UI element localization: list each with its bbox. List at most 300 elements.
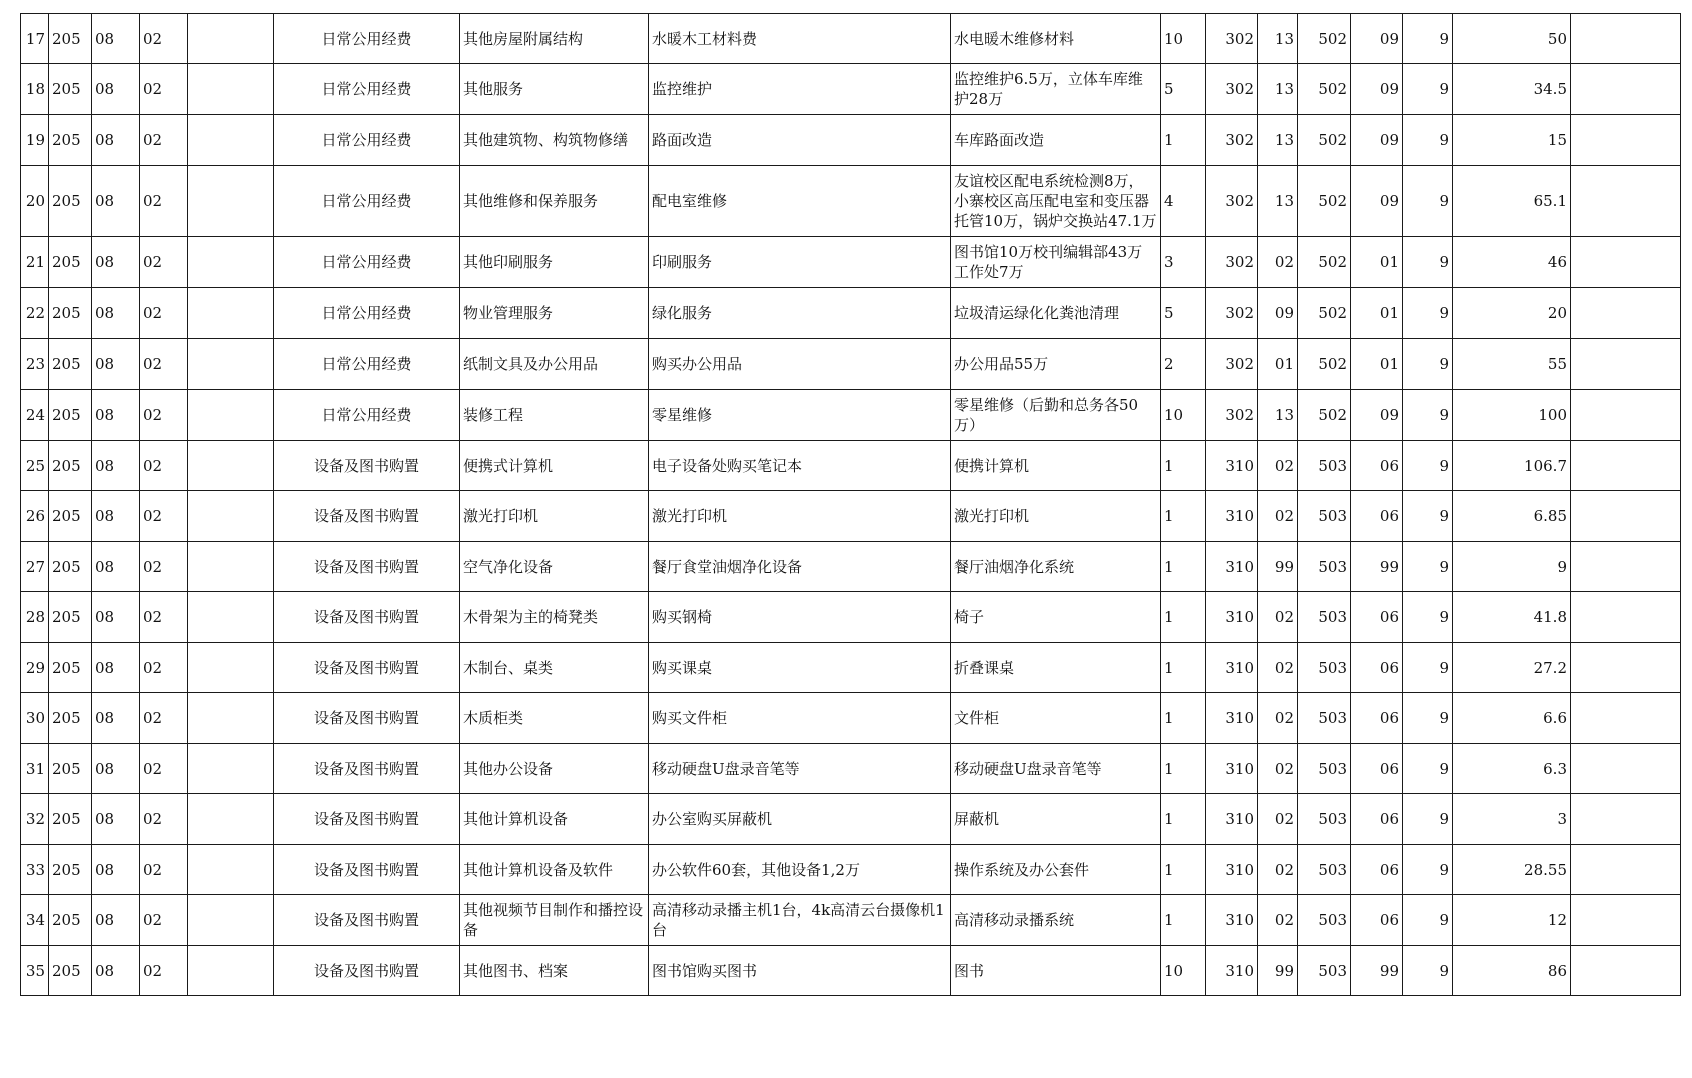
class-code-cell: 205: [49, 491, 92, 542]
section-code-cell: 08: [92, 643, 140, 693]
func-class-code-cell: 503: [1298, 895, 1351, 946]
amount-cell: 15: [1453, 115, 1571, 166]
fund-source-cell: 9: [1403, 115, 1453, 166]
procurement-item-cell: 装修工程: [460, 390, 649, 441]
row-number-cell: 20: [21, 166, 49, 237]
func-class-code-cell: 502: [1298, 339, 1351, 390]
table-body: [21, 14, 1681, 996]
empty-cell: [188, 64, 274, 115]
detail-cell: 监控维护6.5万，立体车库维护28万: [951, 64, 1161, 115]
func-item-code-cell: 01: [1351, 288, 1403, 339]
econ-item-code-cell: 02: [1258, 744, 1298, 794]
amount-cell: 46: [1453, 237, 1571, 288]
remark-cell: [1571, 895, 1681, 946]
category-cell: 设备及图书购置: [274, 744, 460, 794]
func-class-code-cell: 502: [1298, 237, 1351, 288]
category-cell: 设备及图书购置: [274, 441, 460, 491]
func-class-code-cell: 502: [1298, 288, 1351, 339]
remark-cell: [1571, 339, 1681, 390]
category-cell: 设备及图书购置: [274, 592, 460, 643]
row-number-cell: 22: [21, 288, 49, 339]
category-cell: 日常公用经费: [274, 14, 460, 64]
econ-class-code-cell: 310: [1206, 946, 1258, 996]
econ-item-code-cell: 02: [1258, 441, 1298, 491]
table-row: [21, 339, 1681, 390]
econ-class-code-cell: 302: [1206, 339, 1258, 390]
remark-cell: [1571, 491, 1681, 542]
func-class-code-cell: 503: [1298, 491, 1351, 542]
section-code-cell: 08: [92, 14, 140, 64]
project-name-cell: 办公室购买屏蔽机: [649, 794, 951, 845]
row-number-cell: 24: [21, 390, 49, 441]
func-item-code-cell: 06: [1351, 491, 1403, 542]
row-number-cell: 18: [21, 64, 49, 115]
category-cell: 日常公用经费: [274, 115, 460, 166]
row-number-cell: 29: [21, 643, 49, 693]
class-code-cell: 205: [49, 845, 92, 895]
class-code-cell: 205: [49, 744, 92, 794]
procurement-item-cell: 其他办公设备: [460, 744, 649, 794]
detail-cell: 图书馆10万校刊编辑部43万工作处7万: [951, 237, 1161, 288]
fund-source-cell: 9: [1403, 441, 1453, 491]
econ-class-code-cell: 302: [1206, 14, 1258, 64]
project-name-cell: 路面改造: [649, 115, 951, 166]
func-class-code-cell: 503: [1298, 744, 1351, 794]
empty-cell: [188, 339, 274, 390]
detail-cell: 操作系统及办公套件: [951, 845, 1161, 895]
fund-source-cell: 9: [1403, 491, 1453, 542]
item-code-cell: 02: [140, 895, 188, 946]
empty-cell: [188, 895, 274, 946]
table-row: [21, 794, 1681, 845]
table-row: [21, 643, 1681, 693]
category-cell: 设备及图书购置: [274, 895, 460, 946]
remark-cell: [1571, 845, 1681, 895]
table-row: [21, 744, 1681, 794]
procurement-item-cell: 其他房屋附属结构: [460, 14, 649, 64]
econ-class-code-cell: 302: [1206, 288, 1258, 339]
econ-class-code-cell: 310: [1206, 592, 1258, 643]
item-code-cell: 02: [140, 288, 188, 339]
func-item-code-cell: 09: [1351, 166, 1403, 237]
item-code-cell: 02: [140, 542, 188, 592]
category-cell: 设备及图书购置: [274, 643, 460, 693]
item-code-cell: 02: [140, 845, 188, 895]
quantity-cell: 10: [1161, 946, 1206, 996]
table-row: [21, 491, 1681, 542]
class-code-cell: 205: [49, 895, 92, 946]
econ-item-code-cell: 02: [1258, 491, 1298, 542]
func-class-code-cell: 503: [1298, 693, 1351, 744]
econ-item-code-cell: 13: [1258, 115, 1298, 166]
row-number-cell: 32: [21, 794, 49, 845]
row-number-cell: 33: [21, 845, 49, 895]
econ-item-code-cell: 02: [1258, 643, 1298, 693]
amount-cell: 27.2: [1453, 643, 1571, 693]
quantity-cell: 1: [1161, 115, 1206, 166]
func-class-code-cell: 502: [1298, 64, 1351, 115]
econ-class-code-cell: 302: [1206, 64, 1258, 115]
fund-source-cell: 9: [1403, 794, 1453, 845]
quantity-cell: 1: [1161, 643, 1206, 693]
section-code-cell: 08: [92, 288, 140, 339]
table-row: [21, 946, 1681, 996]
empty-cell: [188, 542, 274, 592]
table-row: [21, 845, 1681, 895]
detail-cell: 办公用品55万: [951, 339, 1161, 390]
amount-cell: 6.85: [1453, 491, 1571, 542]
amount-cell: 86: [1453, 946, 1571, 996]
section-code-cell: 08: [92, 946, 140, 996]
class-code-cell: 205: [49, 542, 92, 592]
func-item-code-cell: 01: [1351, 237, 1403, 288]
class-code-cell: 205: [49, 592, 92, 643]
project-name-cell: 购买钢椅: [649, 592, 951, 643]
item-code-cell: 02: [140, 115, 188, 166]
item-code-cell: 02: [140, 744, 188, 794]
econ-item-code-cell: 02: [1258, 845, 1298, 895]
econ-item-code-cell: 02: [1258, 592, 1298, 643]
econ-class-code-cell: 310: [1206, 895, 1258, 946]
row-number-cell: 25: [21, 441, 49, 491]
amount-cell: 55: [1453, 339, 1571, 390]
procurement-item-cell: 物业管理服务: [460, 288, 649, 339]
quantity-cell: 1: [1161, 441, 1206, 491]
project-name-cell: 电子设备处购买笔记本: [649, 441, 951, 491]
table-row: [21, 115, 1681, 166]
row-number-cell: 27: [21, 542, 49, 592]
section-code-cell: 08: [92, 339, 140, 390]
empty-cell: [188, 592, 274, 643]
item-code-cell: 02: [140, 592, 188, 643]
category-cell: 日常公用经费: [274, 166, 460, 237]
quantity-cell: 2: [1161, 339, 1206, 390]
func-item-code-cell: 99: [1351, 946, 1403, 996]
procurement-item-cell: 其他建筑物、构筑物修缮: [460, 115, 649, 166]
item-code-cell: 02: [140, 643, 188, 693]
table-row: [21, 895, 1681, 946]
table-row: [21, 166, 1681, 237]
func-item-code-cell: 06: [1351, 794, 1403, 845]
project-name-cell: 移动硬盘U盘录音笔等: [649, 744, 951, 794]
fund-source-cell: 9: [1403, 64, 1453, 115]
section-code-cell: 08: [92, 237, 140, 288]
table-row: [21, 592, 1681, 643]
fund-source-cell: 9: [1403, 166, 1453, 237]
procurement-item-cell: 其他计算机设备及软件: [460, 845, 649, 895]
fund-source-cell: 9: [1403, 339, 1453, 390]
category-cell: 日常公用经费: [274, 390, 460, 441]
amount-cell: 9: [1453, 542, 1571, 592]
quantity-cell: 10: [1161, 14, 1206, 64]
section-code-cell: 08: [92, 441, 140, 491]
procurement-item-cell: 激光打印机: [460, 491, 649, 542]
item-code-cell: 02: [140, 441, 188, 491]
remark-cell: [1571, 288, 1681, 339]
quantity-cell: 5: [1161, 64, 1206, 115]
class-code-cell: 205: [49, 115, 92, 166]
procurement-item-cell: 其他计算机设备: [460, 794, 649, 845]
class-code-cell: 205: [49, 794, 92, 845]
row-number-cell: 34: [21, 895, 49, 946]
fund-source-cell: 9: [1403, 592, 1453, 643]
amount-cell: 106.7: [1453, 441, 1571, 491]
empty-cell: [188, 693, 274, 744]
remark-cell: [1571, 14, 1681, 64]
class-code-cell: 205: [49, 390, 92, 441]
econ-item-code-cell: 02: [1258, 693, 1298, 744]
econ-item-code-cell: 02: [1258, 794, 1298, 845]
category-cell: 设备及图书购置: [274, 491, 460, 542]
econ-item-code-cell: 99: [1258, 542, 1298, 592]
class-code-cell: 205: [49, 946, 92, 996]
func-item-code-cell: 09: [1351, 115, 1403, 166]
table-row: [21, 390, 1681, 441]
class-code-cell: 205: [49, 693, 92, 744]
remark-cell: [1571, 64, 1681, 115]
remark-cell: [1571, 643, 1681, 693]
table-row: [21, 441, 1681, 491]
remark-cell: [1571, 744, 1681, 794]
project-name-cell: 办公软件60套，其他设备1,2万: [649, 845, 951, 895]
amount-cell: 100: [1453, 390, 1571, 441]
section-code-cell: 08: [92, 895, 140, 946]
fund-source-cell: 9: [1403, 237, 1453, 288]
remark-cell: [1571, 115, 1681, 166]
remark-cell: [1571, 542, 1681, 592]
fund-source-cell: 9: [1403, 288, 1453, 339]
quantity-cell: 1: [1161, 491, 1206, 542]
econ-class-code-cell: 310: [1206, 441, 1258, 491]
row-number-cell: 31: [21, 744, 49, 794]
quantity-cell: 1: [1161, 845, 1206, 895]
econ-item-code-cell: 13: [1258, 166, 1298, 237]
func-item-code-cell: 09: [1351, 14, 1403, 64]
procurement-item-cell: 空气净化设备: [460, 542, 649, 592]
table-row: [21, 64, 1681, 115]
remark-cell: [1571, 693, 1681, 744]
empty-cell: [188, 390, 274, 441]
econ-class-code-cell: 302: [1206, 115, 1258, 166]
fund-source-cell: 9: [1403, 643, 1453, 693]
procurement-item-cell: 其他服务: [460, 64, 649, 115]
section-code-cell: 08: [92, 592, 140, 643]
remark-cell: [1571, 794, 1681, 845]
amount-cell: 28.55: [1453, 845, 1571, 895]
detail-cell: 屏蔽机: [951, 794, 1161, 845]
empty-cell: [188, 166, 274, 237]
procurement-item-cell: 其他印刷服务: [460, 237, 649, 288]
table-row: [21, 237, 1681, 288]
func-class-code-cell: 502: [1298, 115, 1351, 166]
empty-cell: [188, 14, 274, 64]
procurement-item-cell: 其他图书、档案: [460, 946, 649, 996]
amount-cell: 41.8: [1453, 592, 1571, 643]
quantity-cell: 1: [1161, 794, 1206, 845]
econ-class-code-cell: 302: [1206, 390, 1258, 441]
empty-cell: [188, 946, 274, 996]
econ-class-code-cell: 302: [1206, 166, 1258, 237]
row-number-cell: 28: [21, 592, 49, 643]
item-code-cell: 02: [140, 946, 188, 996]
procurement-item-cell: 木骨架为主的椅凳类: [460, 592, 649, 643]
category-cell: 设备及图书购置: [274, 794, 460, 845]
quantity-cell: 1: [1161, 542, 1206, 592]
quantity-cell: 1: [1161, 592, 1206, 643]
item-code-cell: 02: [140, 14, 188, 64]
econ-item-code-cell: 02: [1258, 237, 1298, 288]
func-class-code-cell: 502: [1298, 390, 1351, 441]
func-item-code-cell: 09: [1351, 390, 1403, 441]
item-code-cell: 02: [140, 794, 188, 845]
func-item-code-cell: 06: [1351, 744, 1403, 794]
fund-source-cell: 9: [1403, 895, 1453, 946]
fund-source-cell: 9: [1403, 542, 1453, 592]
project-name-cell: 激光打印机: [649, 491, 951, 542]
func-item-code-cell: 06: [1351, 592, 1403, 643]
empty-cell: [188, 237, 274, 288]
econ-class-code-cell: 310: [1206, 794, 1258, 845]
project-name-cell: 绿化服务: [649, 288, 951, 339]
fund-source-cell: 9: [1403, 693, 1453, 744]
func-item-code-cell: 06: [1351, 643, 1403, 693]
func-class-code-cell: 502: [1298, 14, 1351, 64]
detail-cell: 垃圾清运绿化化粪池清理: [951, 288, 1161, 339]
fund-source-cell: 9: [1403, 744, 1453, 794]
econ-item-code-cell: 13: [1258, 14, 1298, 64]
procurement-item-cell: 其他维修和保养服务: [460, 166, 649, 237]
class-code-cell: 205: [49, 237, 92, 288]
category-cell: 日常公用经费: [274, 288, 460, 339]
func-class-code-cell: 503: [1298, 592, 1351, 643]
category-cell: 设备及图书购置: [274, 845, 460, 895]
row-number-cell: 26: [21, 491, 49, 542]
project-name-cell: 图书馆购买图书: [649, 946, 951, 996]
category-cell: 日常公用经费: [274, 237, 460, 288]
econ-class-code-cell: 310: [1206, 845, 1258, 895]
econ-class-code-cell: 302: [1206, 237, 1258, 288]
empty-cell: [188, 441, 274, 491]
func-item-code-cell: 06: [1351, 895, 1403, 946]
category-cell: 日常公用经费: [274, 339, 460, 390]
amount-cell: 50: [1453, 14, 1571, 64]
remark-cell: [1571, 592, 1681, 643]
procurement-item-cell: 纸制文具及办公用品: [460, 339, 649, 390]
budget-table: [20, 13, 1681, 996]
func-item-code-cell: 06: [1351, 693, 1403, 744]
section-code-cell: 08: [92, 166, 140, 237]
item-code-cell: 02: [140, 390, 188, 441]
class-code-cell: 205: [49, 441, 92, 491]
item-code-cell: 02: [140, 166, 188, 237]
project-name-cell: 高清移动录播主机1台，4k高清云台摄像机1台: [649, 895, 951, 946]
amount-cell: 34.5: [1453, 64, 1571, 115]
detail-cell: 零星维修（后勤和总务各50万）: [951, 390, 1161, 441]
econ-class-code-cell: 310: [1206, 744, 1258, 794]
empty-cell: [188, 845, 274, 895]
amount-cell: 6.6: [1453, 693, 1571, 744]
class-code-cell: 205: [49, 288, 92, 339]
procurement-item-cell: 便携式计算机: [460, 441, 649, 491]
quantity-cell: 3: [1161, 237, 1206, 288]
detail-cell: 椅子: [951, 592, 1161, 643]
class-code-cell: 205: [49, 14, 92, 64]
item-code-cell: 02: [140, 237, 188, 288]
detail-cell: 友谊校区配电系统检测8万，小寨校区高压配电室和变压器托管10万，锅炉交换站47.1万: [951, 166, 1161, 237]
econ-item-code-cell: 02: [1258, 895, 1298, 946]
section-code-cell: 08: [92, 491, 140, 542]
econ-class-code-cell: 310: [1206, 643, 1258, 693]
fund-source-cell: 9: [1403, 845, 1453, 895]
table-row: [21, 288, 1681, 339]
section-code-cell: 08: [92, 693, 140, 744]
func-class-code-cell: 502: [1298, 166, 1351, 237]
section-code-cell: 08: [92, 64, 140, 115]
detail-cell: 折叠课桌: [951, 643, 1161, 693]
section-code-cell: 08: [92, 115, 140, 166]
amount-cell: 12: [1453, 895, 1571, 946]
category-cell: 设备及图书购置: [274, 542, 460, 592]
remark-cell: [1571, 946, 1681, 996]
section-code-cell: 08: [92, 390, 140, 441]
fund-source-cell: 9: [1403, 14, 1453, 64]
procurement-item-cell: 木制台、桌类: [460, 643, 649, 693]
project-name-cell: 购买文件柜: [649, 693, 951, 744]
quantity-cell: 1: [1161, 895, 1206, 946]
func-class-code-cell: 503: [1298, 542, 1351, 592]
project-name-cell: 餐厅食堂油烟净化设备: [649, 542, 951, 592]
procurement-item-cell: 木质柜类: [460, 693, 649, 744]
row-number-cell: 30: [21, 693, 49, 744]
func-item-code-cell: 99: [1351, 542, 1403, 592]
item-code-cell: 02: [140, 339, 188, 390]
section-code-cell: 08: [92, 744, 140, 794]
detail-cell: 文件柜: [951, 693, 1161, 744]
func-item-code-cell: 06: [1351, 441, 1403, 491]
econ-item-code-cell: 13: [1258, 64, 1298, 115]
project-name-cell: 水暖木工材料费: [649, 14, 951, 64]
quantity-cell: 4: [1161, 166, 1206, 237]
fund-source-cell: 9: [1403, 390, 1453, 441]
empty-cell: [188, 744, 274, 794]
class-code-cell: 205: [49, 643, 92, 693]
func-item-code-cell: 06: [1351, 845, 1403, 895]
row-number-cell: 19: [21, 115, 49, 166]
item-code-cell: 02: [140, 693, 188, 744]
section-code-cell: 08: [92, 542, 140, 592]
quantity-cell: 1: [1161, 744, 1206, 794]
amount-cell: 6.3: [1453, 744, 1571, 794]
project-name-cell: 配电室维修: [649, 166, 951, 237]
category-cell: 日常公用经费: [274, 64, 460, 115]
detail-cell: 便携计算机: [951, 441, 1161, 491]
func-class-code-cell: 503: [1298, 794, 1351, 845]
econ-item-code-cell: 09: [1258, 288, 1298, 339]
empty-cell: [188, 794, 274, 845]
class-code-cell: 205: [49, 64, 92, 115]
item-code-cell: 02: [140, 64, 188, 115]
econ-class-code-cell: 310: [1206, 542, 1258, 592]
fund-source-cell: 9: [1403, 946, 1453, 996]
table-row: [21, 693, 1681, 744]
detail-cell: 水电暖木维修材料: [951, 14, 1161, 64]
econ-class-code-cell: 310: [1206, 491, 1258, 542]
class-code-cell: 205: [49, 339, 92, 390]
amount-cell: 20: [1453, 288, 1571, 339]
remark-cell: [1571, 166, 1681, 237]
quantity-cell: 5: [1161, 288, 1206, 339]
empty-cell: [188, 491, 274, 542]
